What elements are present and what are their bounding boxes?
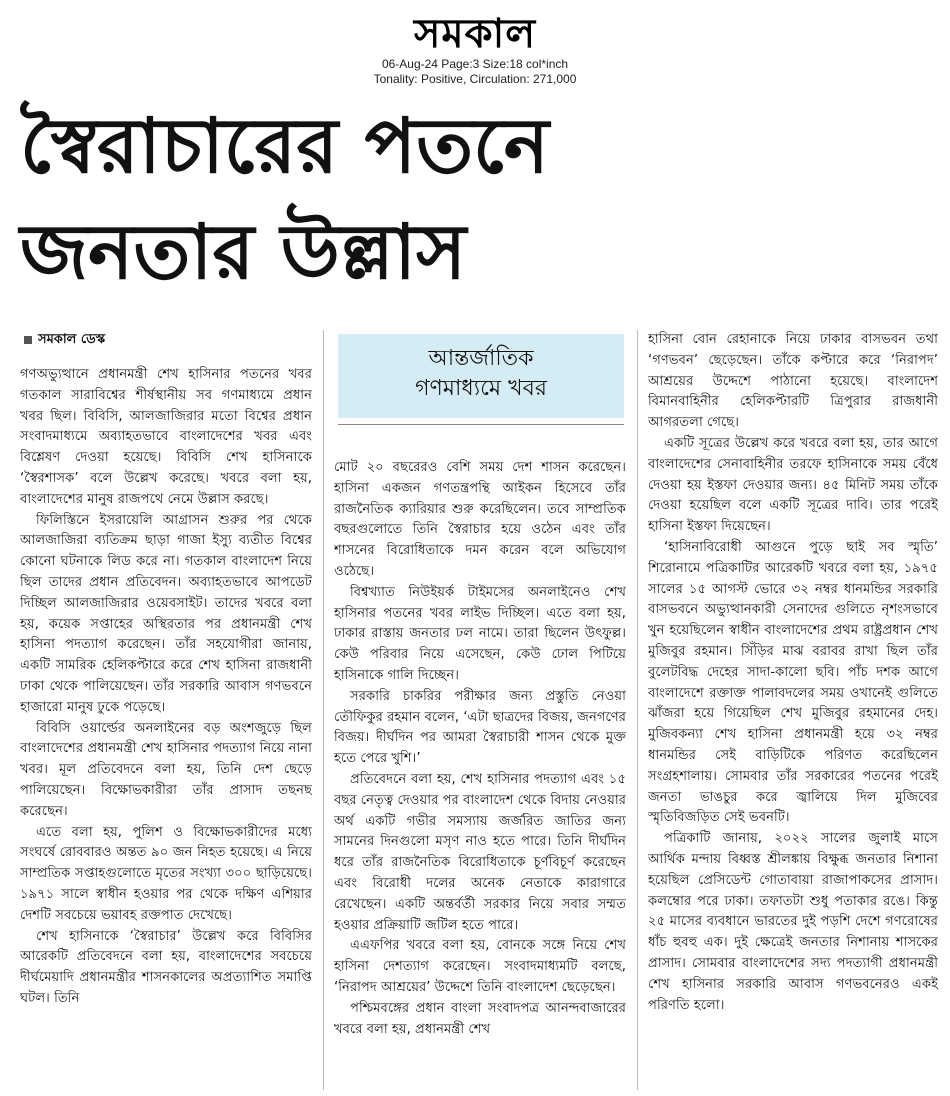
- paragraph: প্রতিবেদনে বলা হয়, শেখ হাসিনার পদত্যাগ এবং ১৫ বছর নেতৃত্ব দেওয়ার পর বাংলাদেশ থেকে বিদায় নেওয়ার অর্থ একটি গভীর সমস্যায় জর্জরিত জাতির জন্য সামনের দিনগুলো মসৃণ নাও হতে পারে। তিনি দীর্ঘদিন ধরে তাঁর রাজনৈতিক বিরোধিতাকে চূর্ণবিচূর্ণ করেছেন এবং বিরোধী দলের অনেক নেতাকে কারাগারে রেখেছেন। একটি অন্তর্বর্তী সরকার নিয়ে সবার সম্মত হওয়ার প্রক্রিয়াটি জটিল হতে পারে।: [334, 771, 626, 933]
- paragraph: মোট ২০ বছরেরও বেশি সময় দেশ শাসন করেছেন। হাসিনা একজন গণতন্ত্রপন্থি আইকন হিসেবে তাঁর রাজনৈতিক ক্যারিয়ার শুরু করেছিলেন। তবে সাম্প্রতিক বছরগুলোতে তিনি স্বৈরাচার হয়ে ওঠেন এবং তাঁর শাসনের বিরোধিতাকে দমন করেন বলে অভিযোগ ওঠেছে।: [334, 460, 626, 579]
- headline-line-1: স্বৈরাচারের পতনে: [20, 101, 550, 190]
- paragraph: ফিলিস্তিনে ইসরায়েলি আগ্রাসন শুরুর পর থেকে আলজাজিরা ব্যতিক্রম ছাড়া গাজা ইস্যু ব্যতীত বিশ্বের কোনো ঘটনাকে লিড করে না। গতকাল বাংলাদেশ নিয়ে ছিল তাদের প্রধান প্রতিবেদন। অব্যাহতভাবে আপডেট দিচ্ছিল আলজাজিরার ওয়েবসাইট। তাদের খবরে বলা হয়, কয়েক সপ্তাহের অস্থিরতার পর প্রধানমন্ত্রী শেখ হাসিনা পদত্যাগ করেছেন। তাঁর সহযোগীরা জানায়, একটি সামরিক হেলিকপ্টারে করে শেখ হাসিনা রাজধানী ঢাকা থেকে পালিয়েছেন। তাঁর সরকারি আবাস গণভবনে হাজারো মানুষ ঢুকে পড়েছে।: [20, 512, 312, 715]
- byline-text: সমকাল ডেস্ক: [38, 332, 106, 347]
- paragraph: হাসিনা বোন রেহানাকে নিয়ে ঢাকার বাসভবন তথা ‘গণভবন’ ছেড়েছেন। তাঁকে কপ্টারে করে ‘নিরাপদ’ আশ্রয়ের উদ্দেশে পাঠানো হয়েছে। বাংলাদেশ বিমানবাহিনীর হেলিকপ্টারটি ত্রিপুরার রাজধানী আগরতলা গেছে।: [648, 332, 938, 431]
- paragraph: সরকারি চাকরির পরীক্ষার জন্য প্রস্তুতি নেওয়া তৌফিকুর রহমান বলেন, ‘এটা ছাত্রদের বিজয়, জনগণের বিজয়। দীর্ঘদিন পর আমরা স্বৈরাচারী শাসন থেকে মুক্ত হতে পেরে খুশি।’: [334, 688, 626, 767]
- section-box-underline: [338, 424, 624, 425]
- paragraph: ‘হাসিনাবিরোধী আগুনে পুড়ে ছাই সব স্মৃতি’ শিরোনামে পত্রিকাটির আরেকটি খবরে বলা হয়, ১৯৭৫ সালের ১৫ আগস্ট ভোরে ৩২ নম্বর ধানমন্ডির সরকারি বাসভবনে অভ্যুত্থানকারী সেনাদের গুলিতে নৃশংসভাবে খুন হয়েছিলেন স্বাধীন বাংলাদেশের প্রথম রাষ্ট্রপ্রধান শেখ মুজিবুর রহমান। সিঁড়ির মাঝ বরাবর রাখা ছিল তাঁর বুলেটবিদ্ধ দেহের সাদা-কালো ছবি। পাঁচ দশক আগে বাংলাদেশে রক্তাক্ত পালাবদলের সময় ওখানেই গুলিতে ঝাঁজরা হয়ে গিয়েছিল শেখ মুজিবুর রহমানের দেহ। মুজিবকন্যা শেখ হাসিনা প্রধানমন্ত্রী হয়ে ৩২ নম্বর ধানমন্ডির সেই বাড়িটিকে পরিণত করেছিলেন সংগ্রহশালায়। সোমবার তাঁর সরকারের পতনের পরেই জনতা ভাঙচুর করে জ্বালিয়ে দিল মুজিবের স্মৃতিবিজড়িত সেই ভবনটি।: [648, 539, 938, 826]
- paragraph: পত্রিকাটি জানায়, ২০২২ সালের জুলাই মাসে আর্থিক মন্দায় বিধ্বস্ত শ্রীলঙ্কায় বিক্ষুব্ধ জনতার নিশানা হয়েছিল প্রেসিডেন্ট গোতাবায়া রাজাপাকসের প্রাসাদ। কলম্বোর পরে ঢাকা। তফাতটা শুধু পতাকার রঙে। কিন্তু ২৫ মাসের ব্যবধানে ভারতের দুই পড়শি দেশে গণরোষের ধাঁচ হুবহু এক। দুই ক্ষেত্রেই জনতার নিশানায় শাসকের প্রাসাদ। সোমবার বাংলাদেশের সদ্য পদত্যাগী প্রধানমন্ত্রী শেখ হাসিনার সরকারি আবাস গণভবনেরও একই পরিণতি হলো।: [648, 831, 938, 1013]
- headline-line-2: জনতার উল্লাস: [20, 207, 467, 296]
- paragraph: বিশ্বখ্যাত নিউইয়র্ক টাইমসের অনলাইনেও শেখ হাসিনার পতনের খবর লাইভ দিচ্ছিল। এতে বলা হয়, ঢাকার রাস্তায় জনতার ঢল নামে। তারা ছিলেন উৎফুল্ল। কেউ পরিবার নিয়ে এসেছেন, কেউ ঢোল পিটিয়ে হাসিনাকে গালি দিচ্ছেন।: [334, 584, 626, 683]
- article-column-1: [20, 365, 312, 1090]
- byline: [24, 330, 105, 351]
- section-box-line-2: গণমাধ্যমে খবর: [415, 376, 547, 401]
- article-column-3: [648, 330, 938, 1090]
- clipping-meta-tonality: Tonality: Positive, Circulation: 271,000: [373, 72, 577, 86]
- paragraph: বিবিসি ওয়ার্ল্ডের অনলাইনের বড় অংশজুড়ে ছিল বাংলাদেশের প্রধানমন্ত্রী শেখ হাসিনার পদত্যাগ নিয়ে নানা খবর। মূল প্রতিবেদনে বলা হয়, তিনি দেশ ছেড়ে পালিয়েছেন। বিক্ষোভকারীরা তাঁর প্রাসাদ তছনছ করেছেন।: [20, 720, 312, 819]
- paragraph: এএফপির খবরে বলা হয়, বোনকে সঙ্গে নিয়ে শেখ হাসিনা দেশত্যাগ করেছেন। সংবাদমাধ্যমটি বলছে, ‘নিরাপদ আশ্রয়ের’ উদ্দেশে তিনি বাংলাদেশ ছেড়েছেন।: [334, 938, 626, 995]
- section-box: [338, 334, 624, 418]
- clipping-meta-date: 06-Aug-24 Page:3 Size:18 col*inch: [381, 57, 569, 71]
- section-box-line-1: আন্তর্জাতিক: [428, 346, 534, 371]
- article-column-2: [334, 458, 626, 1090]
- column-divider: [323, 330, 324, 1090]
- paragraph: এতে বলা হয়, পুলিশ ও বিক্ষোভকারীদের মধ্যে সংঘর্ষে রোববারও অন্তত ৯০ জন নিহত হয়েছে। এ নিয়ে সাম্প্রতিক সপ্তাহগুলোতে মৃতের সংখ্যা ৩০০ ছাড়িয়েছে। ১৯৭১ সালে স্বাধীন হওয়ার পর থেকে দক্ষিণ এশিয়ার দেশটি সবচেয়ে ভয়াবহ রক্তপাত দেখেছে।: [20, 824, 312, 923]
- newspaper-masthead: সমকাল: [413, 10, 537, 57]
- bullet-square-icon: [24, 336, 32, 344]
- paragraph: একটি সূত্রের উল্লেখ করে খবরে বলা হয়, তার আগে বাংলাদেশের সেনাবাহিনীর তরফে হাসিনাকে সময় বেঁধে দেওয়া হয় ইস্তফা দেওয়ার জন্য। ৪৫ মিনিট সময় তাঁকে দেওয়া হয়েছিল বলে একটি সূত্রের দাবি। তার পরেই হাসিনা ইস্তফা দিয়েছেন।: [648, 435, 938, 535]
- paragraph: পশ্চিমবঙ্গের প্রধান বাংলা সংবাদপত্র আনন্দবাজারের খবরে বলা হয়, প্রধানমন্ত্রী শেখ: [334, 1000, 626, 1037]
- paragraph: গণঅভ্যুত্থানে প্রধানমন্ত্রী শেখ হাসিনার পতনের খবর গতকাল সারাবিশ্বের শীর্ষস্থানীয় সব গণমাধ্যমে প্রধান খবর ছিল। বিবিসি, আলজাজিরার মতো বিশ্বের প্রধান সংবাদমাধ্যমে অব্যাহতভাবে বাংলাদেশের খবর এবং বিশ্লেষণ দেওয়া হয়েছে। বিবিসি শেখ হাসিনাকে ‘স্বৈরশাসক’ বলে উল্লেখ করেছে। খবরে বলা হয়, বাংলাদেশের মানুষ রাজপথে নেমে উল্লাস করছে।: [20, 367, 312, 507]
- column-divider: [637, 330, 638, 1090]
- paragraph: শেখ হাসিনাকে ‘স্বৈরাচার’ উল্লেখ করে বিবিসির আরেকটি প্রতিবেদনে বলা হয়, বাংলাদেশের সবচেয়ে দীর্ঘমেয়াদি প্রধানমন্ত্রীর শাসনকালের অপ্রত্যাশিত সমাপ্তি ঘটল। তিনি: [20, 928, 312, 1006]
